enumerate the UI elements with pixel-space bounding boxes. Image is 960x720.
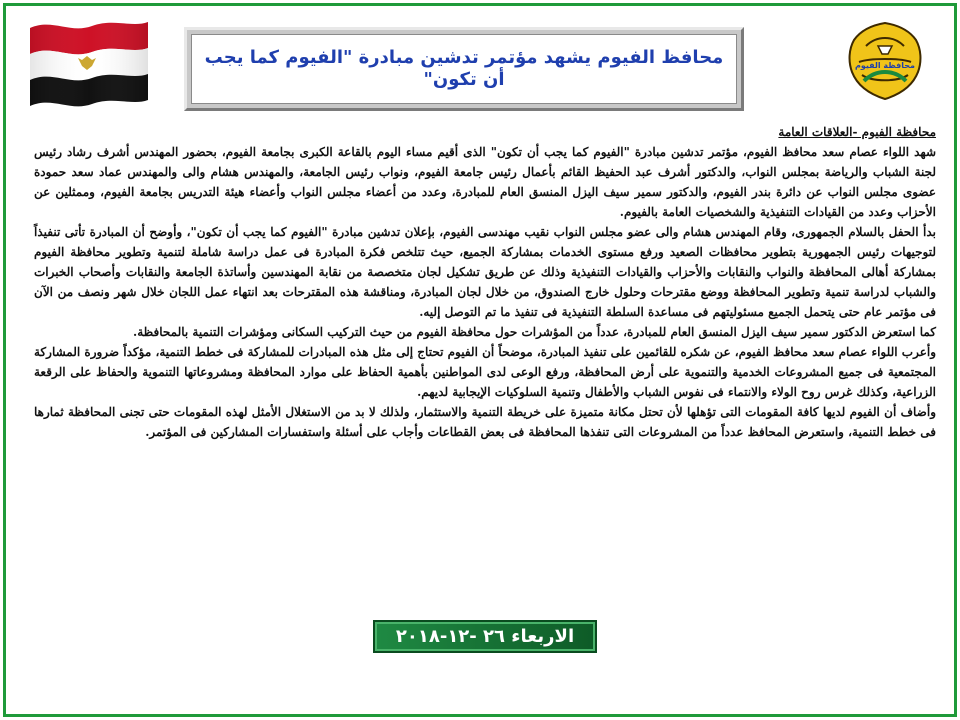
- date-badge: [373, 620, 597, 653]
- paragraph-3: كما استعرض الدكتور سمير سيف اليزل المنسق العام للمبادرة، عدداً من المؤشرات حول محافظة الفيوم من حيث التركيب السكانى ومؤشرات التنمية بالمحافظة.: [133, 325, 936, 339]
- paragraph-5: وأضاف أن الفيوم لديها كافة المقومات التى تؤهلها لأن تحتل مكانة متميزة على خريطة التنمية والاستثمار، ولذلك لا بد من الاستغلال الأمثل لهذه المقومات حتى تجنى المحافظة ثمارها فى خطط التنمية، واستعرض المحافظ عدداً من المشروعات التى تنفذها المحافظة فى بعض القطاعات وأجاب على أسئلة واستفسارات المشاركين فى المؤتمر.: [34, 405, 936, 439]
- paragraph-4: وأعرب اللواء عصام سعد محافظ الفيوم، عن شكره للقائمين على تنفيذ المبادرة، موضحاً أن الفيوم تحتاج إلى مثل هذه المبادرات للمشاركة فى خطط التنمية، مؤكداً ضرورة المشاركة المجتمعية فى جميع المشروعات الخدمية والتنموية على أرض المحافظة، ورفع الوعى لدى المواطنين بأهمية الحفاظ على موارد المحافظة ومشروعاتها التنموية والحفاظ على الرقعة الزراعية، وكذلك غرس روح الولاء والانتماء فى نفوس الشباب والأطفال وتنمية السلوكيات الإيجابية لديهم.: [34, 345, 936, 399]
- page-frame: [3, 3, 957, 717]
- title-inner: [191, 34, 737, 104]
- fayoum-logo-icon: [842, 18, 928, 104]
- paragraph-1: شهد اللواء عصام سعد محافظ الفيوم، مؤتمر تدشين مبادرة "الفيوم كما يجب أن تكون" الذى أقيم مساء اليوم بالقاعة الكبرى بجامعة الفيوم، بحضور المهندس أشرف رشاد رئيس لجنة الشباب والرياضة بمجلس النواب، والدكتور أشرف عبد الحفيظ القائم بأعمال رئيس جامعة الفيوم، ونواب رئيس الجامعة، والمهندس هشام والى والمهندس عماد سعد حمودة عضوى مجلس النواب عن دائرة بندر الفيوم، والدكتور سمير سيف اليزل المنسق العام للمبادرة، وعدد من أعضاء مجلس النواب وأعضاء هيئة التدريس بجامعة الفيوم، وممثلين عن الأحزاب وعدد من القيادات التنفيذية والشخصيات العامة بالفيوم.: [34, 145, 936, 219]
- section-heading: محافظة الفيوم -العلاقات العامة: [778, 125, 936, 139]
- date-label: الاربعاء ٢٦ -١٢-٢٠١٨: [395, 626, 575, 647]
- page-title: محافظ الفيوم يشهد مؤتمر تدشين مبادرة "الفيوم كما يجب أن تكون": [204, 47, 724, 90]
- egypt-flag-icon: [24, 16, 154, 108]
- logo-text: محافظة الفيوم: [854, 61, 916, 70]
- title-box: [184, 27, 744, 111]
- article-body: [34, 124, 936, 442]
- paragraph-2: بدأ الحفل بالسلام الجمهورى، وقام المهندس هشام والى عضو مجلس النواب نقيب مهندسى الفيوم، بإعلان تدشين مبادرة "الفيوم كما يجب أن تكون"، وأوضح أن المبادرة تأتى تنفيذاً لتوجيهات رئيس الجمهورية بتطوير محافظات الصعيد ورفع مستوى الخدمات بمشاركة الجميع، حيث تتلخص فكرة المبادرة فى عمل دراسة شاملة لتنمية وتطوير محافظة الفيوم بمشاركة أهالى المحافظة والنواب والنقابات والأحزاب والقيادات التنفيذية وذلك عن طريق تشكيل لجان متخصصة من نقابة المهندسين وأساتذة الجامعة والنقابات وأصحاب الخبرات والشباب لدراسة تنمية وتطوير المحافظة ووضع مقترحات وحلول خارج الصندوق، من خلال لجان المبادرة، ومناقشة هذه المقترحات بعد انتهاء عمل اللجان خلال شهر ونصف من الآن فى مؤتمر عام حتى يتحمل الجميع مسئوليتهم فى مساعدة السلطة التنفيذية فى تنفيذ ما تم التوصل إليه.: [34, 225, 936, 319]
